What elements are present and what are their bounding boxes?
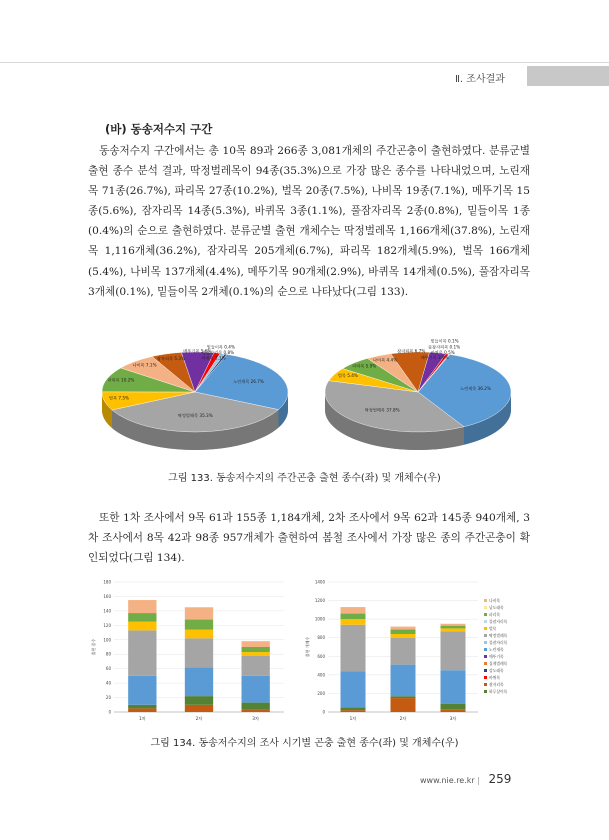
bar-segment <box>441 709 466 712</box>
bar-segment <box>341 614 366 620</box>
legend-swatch <box>484 599 487 602</box>
y-tick-label: 1000 <box>314 616 325 622</box>
legend-label: 날도래목 <box>489 605 504 610</box>
section-title: (바) 동송저수지 구간 <box>105 122 213 136</box>
bar-segment <box>128 613 156 622</box>
bar-segment <box>185 607 213 619</box>
bar-segment <box>341 607 366 614</box>
pie-label: 메뚜기목 5.6% <box>183 348 212 354</box>
legend-label: 바퀴목 <box>489 675 501 680</box>
pie-label: 밑들이목 0.1% <box>430 338 459 344</box>
legend-label: 메뚜기목 <box>489 654 504 659</box>
legend-label: 딱정벌레목 <box>489 633 508 638</box>
legend-swatch <box>484 634 487 637</box>
pie-label: 풀잠자리목 0.1% <box>427 344 461 350</box>
legend-label: 벌목 <box>489 626 497 631</box>
bar-segment <box>391 665 416 697</box>
paragraph-2 <box>88 508 530 568</box>
y-tick-label: 1400 <box>314 579 325 585</box>
bar-charts <box>90 574 530 726</box>
legend-swatch <box>484 676 487 679</box>
pie-label: 바퀴목 1.1% <box>201 355 226 361</box>
pie-label: 나비목 4.4% <box>372 357 398 363</box>
bar-segment <box>391 627 416 630</box>
y-tick-label: 0 <box>322 709 325 715</box>
y-tick-label: 800 <box>317 635 325 641</box>
running-header: Ⅱ. 조사결과 <box>455 74 505 85</box>
bar-segment <box>341 625 366 671</box>
bar-segment <box>185 630 213 639</box>
y-tick-label: 60 <box>105 666 111 672</box>
bar-segment <box>242 703 270 710</box>
pie-1 <box>325 337 511 450</box>
legend-swatch <box>484 606 487 609</box>
pie-charts <box>90 338 530 464</box>
pie-label: 파리목 5.9% <box>352 363 377 369</box>
figure-133-caption: 그림 133. 동송저수지의 주간곤충 출현 종수(좌) 및 개체수(우) <box>168 473 441 484</box>
legend-swatch <box>484 662 487 665</box>
bar-segment <box>128 705 156 709</box>
bar-segment <box>185 638 213 667</box>
legend-swatch <box>484 627 487 630</box>
header-tab-bar <box>527 66 609 86</box>
legend-label: 풀잠자리목 <box>489 640 508 645</box>
y-tick-label: 0 <box>108 709 111 715</box>
bar-segment <box>242 676 270 703</box>
pie-label: 노린재목 26.7% <box>233 378 264 384</box>
legend-swatch <box>484 690 487 693</box>
bar-segment <box>391 638 416 665</box>
y-tick-label: 140 <box>103 608 111 614</box>
y-tick-label: 1200 <box>314 598 325 604</box>
bar-segment <box>391 698 416 712</box>
pie-0 <box>102 343 288 450</box>
bar-segment <box>391 696 416 698</box>
bar-segment <box>341 707 366 710</box>
y-axis-label: 출현 개체수 <box>305 636 310 658</box>
legend-label: 하루살이목 <box>489 689 508 694</box>
paragraph-1-text: 동송저수지 구간에서는 총 10목 89과 266종 3,081개체의 주간곤충이 출현하였다. 분류군별 출현 종수 분석 결과, 딱정벌레목이 94종(35.3%)으로 가장 많은 종수를 나타내었으며, 노린재목 71종(26.7%), 파리목 27종(10.2%), 벌목 20종(7.5%), 나비목 19종(7.1%), 메뚜기목 15종(5.6%), 잠자리목 14종(5.3%), 바퀴목 3종(1.1%), 풀잠자리목 2종(0.8%), 밑들이목 1종(0.4%)의 순으로 출현하였다. 분류군별 출현 개체수는 딱정벌레목 1,166개체(37.8%), 노린재목 1,116개체(36.2%), 잠자리목 205개체(6.7%), 파리목 182개체(5.9%), 벌목 166개체(5.4%), 나비목 137개체(4.4%), 메뚜기목 90개체(2.9%), 바퀴목 14개체(0.5%), 풀잠자리목 3개체(0.1%), 밑들이목 2개체(0.1%)의 순으로 나타났다(그림 133). <box>88 145 530 298</box>
pie-label: 딱정벌레목 35.3% <box>177 412 213 418</box>
bar-segment <box>128 630 156 676</box>
pie-label: 노린재목 36.2% <box>460 385 491 391</box>
page-footer: www.nie.re.kr | 259 <box>420 772 512 786</box>
legend-label: 나비목 <box>489 598 501 603</box>
bar-segment <box>128 676 156 705</box>
paragraph-2-text: 또한 1차 조사에서 9목 61과 155종 1,184개체, 2차 조사에서 9목 62과 145종 940개체, 3차 조사에서 8목 42과 98종 957개체가 출현하여 봄철 조사에서 가장 많은 종의 주간곤충이 확인되었다(그림 134). <box>88 512 530 565</box>
bar-segment <box>128 708 156 712</box>
legend-label: 노린재목 <box>489 647 504 652</box>
legend-swatch <box>484 648 487 651</box>
pie-label: 잠자리목 6.7% <box>397 348 426 354</box>
pie-label: 메뚜기목 2.9% <box>420 355 449 361</box>
x-tick-label: 2차 <box>399 716 407 721</box>
legend-swatch <box>484 613 487 616</box>
bar-segment <box>391 634 416 638</box>
bar-segment <box>242 656 270 676</box>
figure-134 <box>90 574 530 726</box>
bar-segment <box>441 704 466 710</box>
legend-swatch <box>484 655 487 658</box>
legend-swatch <box>484 620 487 623</box>
y-tick-label: 200 <box>317 690 325 696</box>
bar-chart-2 <box>90 580 284 723</box>
y-tick-label: 180 <box>103 579 111 585</box>
y-tick-label: 20 <box>105 695 111 701</box>
bar-segment <box>341 619 366 625</box>
legend-label: 잠자리목 <box>489 682 504 687</box>
pie-label: 딱정벌레목 37.8% <box>364 407 400 413</box>
bar-segment <box>128 622 156 631</box>
paragraph-1 <box>88 141 530 302</box>
x-tick-label: 1차 <box>138 716 146 721</box>
y-tick-label: 120 <box>103 622 111 628</box>
y-tick-label: 600 <box>317 653 325 659</box>
legend-label: 강도래목 <box>489 668 504 673</box>
figure-134-caption: 그림 134. 동송저수지의 조사 시기별 곤충 출현 종수(좌) 및 개체수(우) <box>150 738 459 749</box>
pie-label: 바퀴목 0.5% <box>430 350 455 356</box>
bar-segment <box>441 624 466 626</box>
x-tick-label: 2차 <box>195 716 203 721</box>
bar-segment <box>341 710 366 712</box>
bar-segment <box>341 671 366 707</box>
x-tick-label: 3차 <box>449 716 457 721</box>
y-tick-label: 100 <box>103 637 111 643</box>
y-tick-label: 400 <box>317 672 325 678</box>
page-number: 259 <box>488 772 512 786</box>
bar-segment <box>185 620 213 630</box>
footer-site: www.nie.re.kr <box>420 776 475 785</box>
y-tick-label: 160 <box>103 593 111 599</box>
bar-segment <box>391 629 416 634</box>
bar-segment <box>441 670 466 703</box>
bar-segment <box>441 631 466 670</box>
y-tick-label: 80 <box>105 651 111 657</box>
bar-segment <box>242 710 270 712</box>
x-tick-label: 1차 <box>349 716 357 721</box>
pie-label: 밑들이목 0.4% <box>206 344 235 350</box>
bar-segment <box>185 667 213 696</box>
x-tick-label: 3차 <box>252 716 260 721</box>
bar-chart-3 <box>304 580 508 723</box>
bar-segment <box>242 647 270 652</box>
pie-label: 벌목 7.5% <box>108 395 129 401</box>
bar-segment <box>242 641 270 647</box>
legend-swatch <box>484 683 487 686</box>
header-rule <box>0 62 609 63</box>
bar-segment <box>185 705 213 712</box>
legend-label: 풀잠자리목 <box>489 619 508 624</box>
legend-swatch <box>484 669 487 672</box>
figure-133 <box>90 338 530 464</box>
bar-segment <box>185 696 213 705</box>
bar-segment <box>441 626 466 629</box>
bar-segment <box>441 628 466 631</box>
y-axis-label: 출현 종수 <box>91 638 96 656</box>
legend-label: 집게벌레목 <box>489 661 508 666</box>
pie-label: 파리목 10.2% <box>107 377 135 383</box>
pie-label: 벌목 5.4% <box>337 373 358 379</box>
legend-label: 파리목 <box>489 612 501 617</box>
legend-swatch <box>484 641 487 644</box>
pie-label: 풀잠자리목 0.8% <box>201 349 235 355</box>
bar-segment <box>128 600 156 613</box>
pie-label: 나비목 7.1% <box>132 362 157 368</box>
bar-segment <box>242 652 270 656</box>
y-tick-label: 40 <box>105 680 111 686</box>
pie-label: 잠자리목 5.3% <box>156 356 186 362</box>
